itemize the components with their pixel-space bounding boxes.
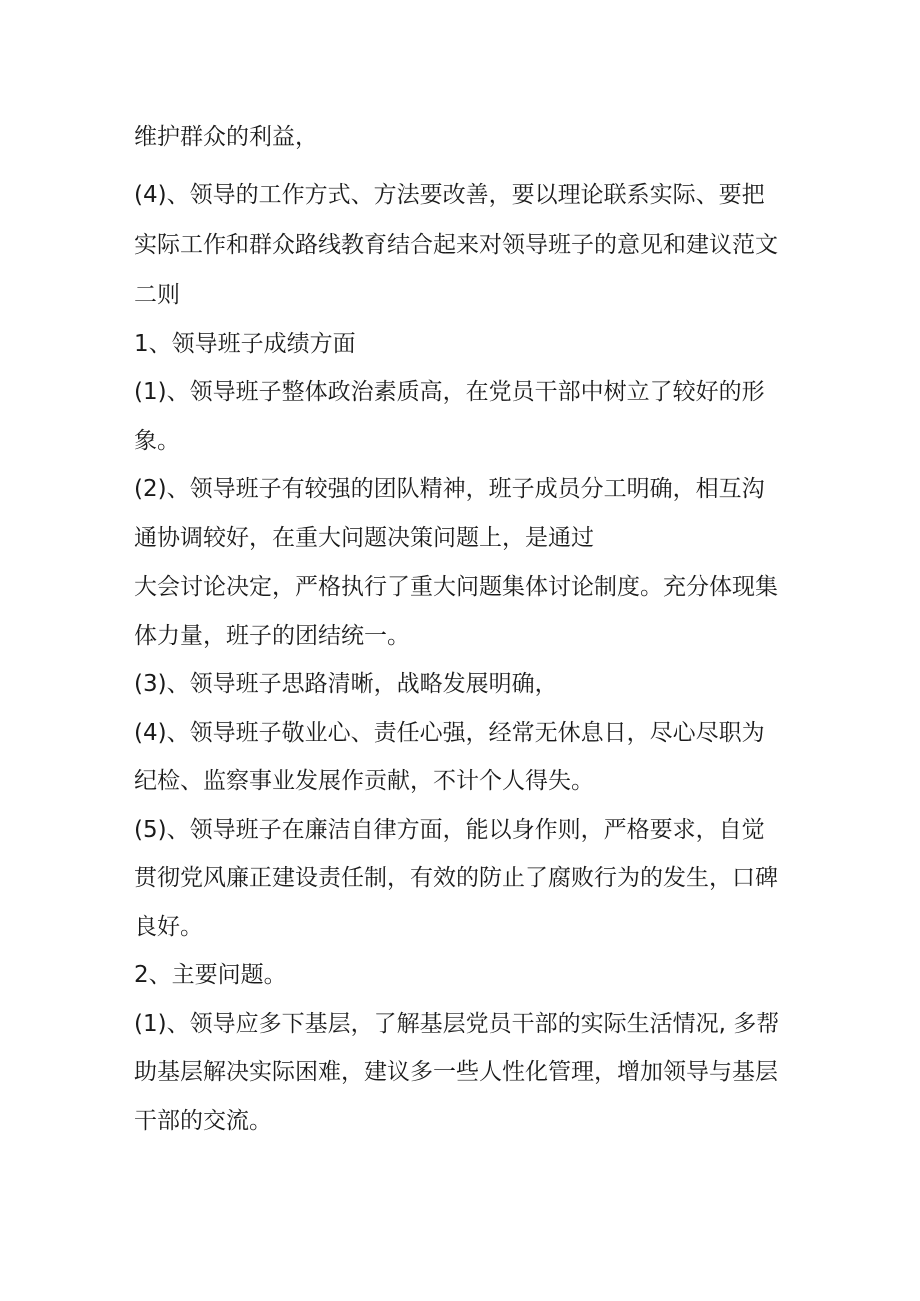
text-line: 象。 — [134, 428, 180, 454]
text-line: 1、领导班子成绩方面 — [134, 331, 356, 357]
text-line: 干部的交流。 — [134, 1108, 272, 1134]
text-line: 体力量，班子的团结统一。 — [134, 623, 410, 649]
text-line: 通协调较好，在重大问题决策问题上，是通过 — [134, 525, 594, 551]
text-line: (5)、领导班子在廉洁自律方面，能以身作则，严格要求，自觉 — [134, 817, 765, 843]
text-line: (4)、领导班子敬业心、责任心强，经常无休息日，尽心尽职为 — [134, 720, 765, 746]
text-line: (1)、领导应多下基层，了解基层党员干部的实际生活情况, 多帮 — [134, 1011, 780, 1037]
text-line: (1)、领导班子整体政治素质高，在党员干部中树立了较好的形 — [134, 379, 765, 405]
text-line: 纪检、监察事业发展作贡献，不计个人得失。 — [134, 768, 594, 794]
text-line: 实际工作和群众路线教育结合起来对领导班子的意见和建议范文 — [134, 232, 778, 258]
text-line: 贯彻党风廉正建设责任制，有效的防止了腐败行为的发生，口碑 — [134, 865, 778, 891]
text-line: 二则 — [134, 282, 180, 308]
text-line: (2)、领导班子有较强的团队精神，班子成员分工明确，相互沟 — [134, 476, 765, 502]
text-line: 维护群众的利益， — [134, 124, 318, 150]
text-line: (3)、领导班子思路清晰，战略发展明确， — [134, 671, 558, 697]
text-line: 助基层解决实际困难，建议多一些人性化管理，增加领导与基层 — [134, 1059, 778, 1085]
text-line: 良好。 — [134, 914, 203, 940]
text-line: 2、主要问题。 — [134, 962, 287, 988]
text-line: (4)、领导的工作方式、方法要改善，要以理论联系实际、要把 — [134, 182, 765, 208]
text-line: 大会讨论决定，严格执行了重大问题集体讨论制度。充分体现集 — [134, 574, 778, 600]
